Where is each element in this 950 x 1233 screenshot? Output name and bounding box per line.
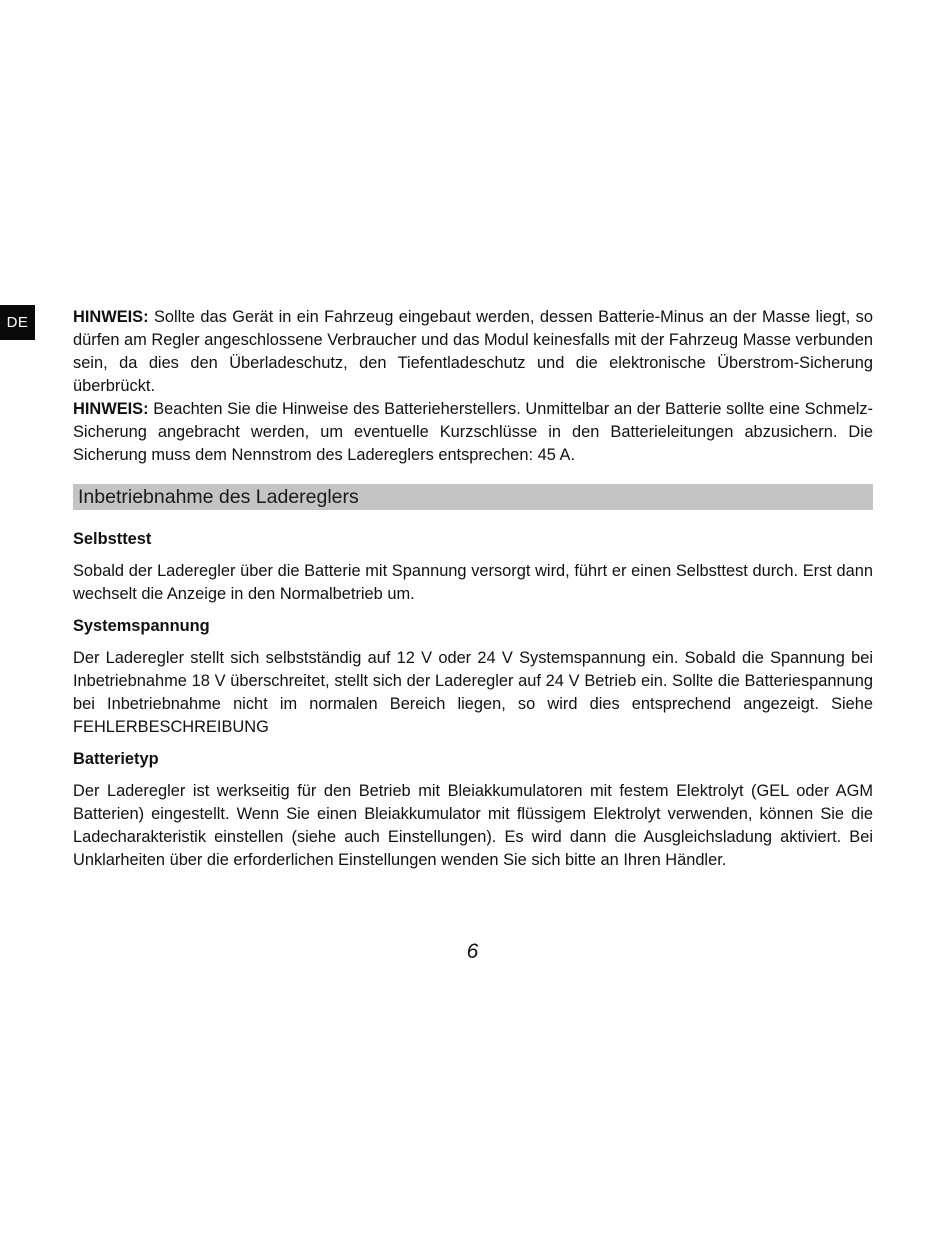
section-title: Inbetriebnahme des Ladereglers (73, 484, 873, 510)
subsection-text-batterietyp: Der Laderegler ist werkseitig für den Betrieb mit Bleiakkumulatoren mit festem Elektrolyt (GEL oder AGM Batterien) eingestellt. Wenn Sie einen Bleiakkumulator mit flüssigem Elektrolyt verwenden, können Sie die Ladecharakteristik einstellen (siehe auch Einstellungen). Es wird dann die Ausgleichsladung aktiviert. Bei Unklarheiten über die erforderlichen Einstellungen wenden Sie sich bitte an Ihren Händler. (73, 782, 873, 869)
notice-paragraph-1 (73, 306, 873, 398)
page-content (73, 306, 873, 881)
subsection-heading-systemspannung: Systemspannung (73, 617, 210, 635)
notice-label: HINWEIS: (73, 308, 149, 326)
subsection-heading-selbsttest: Selbsttest (73, 530, 152, 548)
notice-text: Beachten Sie die Hinweise des Batterieherstellers. Unmittelbar an der Batterie sollte eine Schmelz-Sicherung angebracht werden, um eventuelle Kurzschlüsse in den Batterieleitungen abzusichern. Die Sicherung muss dem Nennstrom des Ladereglers entsprechen: 45 A. (73, 400, 873, 464)
language-tab: DE (0, 305, 35, 340)
notice-label: HINWEIS: (73, 400, 149, 418)
subsection-text-systemspannung: Der Laderegler stellt sich selbstständig auf 12 V oder 24 V Systemspannung ein. Sobald die Spannung bei Inbetriebnahme 18 V überschreitet, stellt sich der Laderegler auf 24 V Betrieb ein. Sollte die Batteriespannung bei Inbetriebnahme nicht im normalen Bereich liegen, so wird dies entsprechend angezeigt. Siehe FEHLERBESCHREIBUNG (73, 649, 873, 736)
notice-paragraph-2 (73, 398, 873, 467)
subsection-heading-batterietyp: Batterietyp (73, 750, 159, 768)
page-number: 6 (466, 940, 479, 963)
subsection-text-selbsttest: Sobald der Laderegler über die Batterie mit Spannung versorgt wird, führt er einen Selbsttest durch. Erst dann wechselt die Anzeige in den Normalbetrieb um. (73, 562, 873, 603)
notice-text: Sollte das Gerät in ein Fahrzeug eingebaut werden, dessen Batterie-Minus an der Masse liegt, so dürfen am Regler angeschlossene Verbraucher und das Modul keinesfalls mit der Fahrzeug Masse verbunden sein, da dies den Überladeschutz, den Tiefentladeschutz und die elektronische Überstrom-Sicherung überbrückt. (73, 308, 873, 395)
